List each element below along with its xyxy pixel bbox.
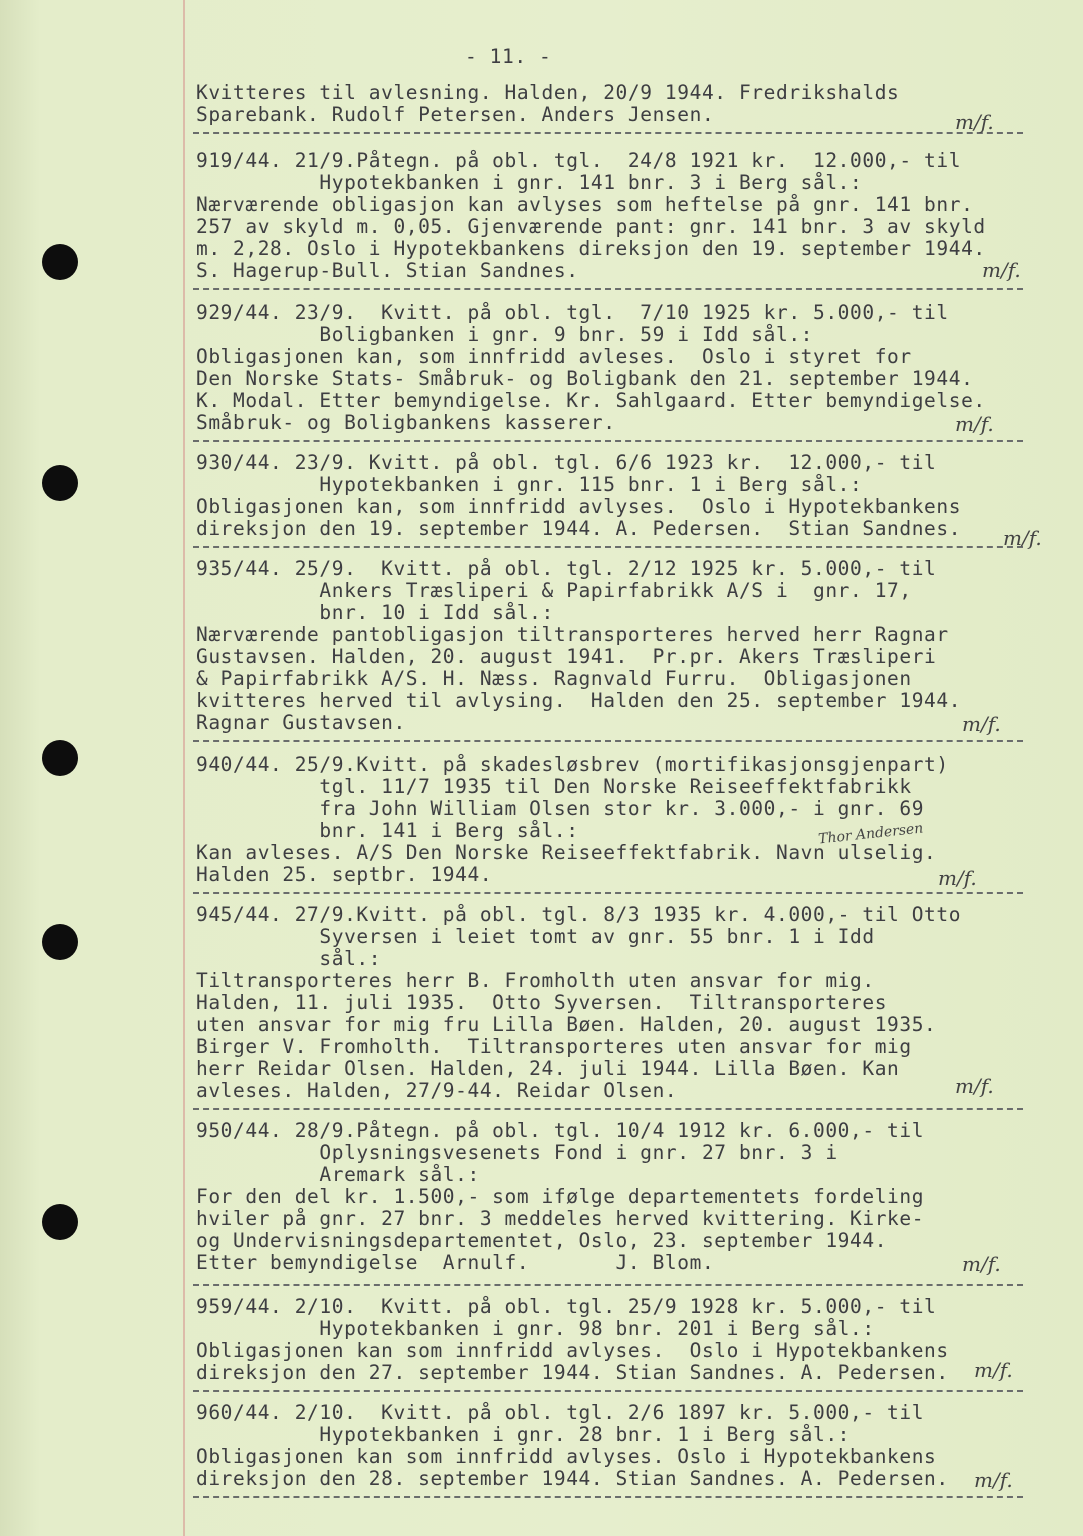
entry-line: sål.: <box>196 947 382 970</box>
red-margin-line <box>183 0 185 1536</box>
entry-line: herr Reidar Olsen. Halden, 24. juli 1944. Lilla Bøen. Kan <box>196 1057 900 1080</box>
entry-line: Gustavsen. Halden, 20. august 1941. Pr.pr. Akers Træsliperi <box>196 645 937 668</box>
entry-line: 950/44. 28/9.Påtegn. på obl. tgl. 10/4 1912 kr. 6.000,- til <box>196 1119 925 1142</box>
entry-line: Nærværende pantobligasjon tiltransporteres herved herr Ragnar <box>196 623 949 646</box>
header-line: Kvitteres til avlesning. Halden, 20/9 1944. Fredrikshalds <box>196 81 900 104</box>
punch-hole <box>42 244 78 280</box>
entry-line: 919/44. 21/9.Påtegn. på obl. tgl. 24/8 1921 kr. 12.000,- til <box>196 149 962 172</box>
entry-line: direksjon den 19. september 1944. A. Pedersen. Stian Sandnes. <box>196 517 962 540</box>
entry-line: Oplysningsvesenets Fond i gnr. 27 bnr. 3 i <box>196 1141 838 1164</box>
separator <box>193 740 1023 742</box>
entry-line: & Papirfabrikk A/S. H. Næss. Ragnvald Furru. Obligasjonen <box>196 667 912 690</box>
entry-line: tgl. 11/7 1935 til Den Norske Reiseeffektfabrikk <box>196 775 912 798</box>
handwritten-mark: m/f. <box>955 412 994 436</box>
handwritten-mark: m/f. <box>974 1468 1013 1492</box>
entry-line: Ragnar Gustavsen. <box>196 711 406 734</box>
punch-hole <box>42 465 78 501</box>
entry-line: 960/44. 2/10. Kvitt. på obl. tgl. 2/6 1897 kr. 5.000,- til <box>196 1401 925 1424</box>
entry-line: Kan avleses. A/S Den Norske Reiseeffektfabrik. Navn ulselig. <box>196 841 937 864</box>
entry-line: fra John William Olsen stor kr. 3.000,- i gnr. 69 <box>196 797 925 820</box>
entry-line: Etter bemyndigelse Arnulf. J. Blom. <box>196 1251 715 1274</box>
separator <box>193 1390 1023 1392</box>
entry-line: direksjon den 27. september 1944. Stian Sandnes. A. Pedersen. <box>196 1361 949 1384</box>
entry-line: Obligasjonen kan, som innfridd avleses. Oslo i styret for <box>196 345 912 368</box>
entry-line: For den del kr. 1.500,- som ifølge departementets fordeling <box>196 1185 925 1208</box>
separator <box>193 1496 1023 1498</box>
separator <box>193 1108 1023 1110</box>
handwritten-mark: m/f. <box>962 1252 1001 1276</box>
punch-hole <box>42 1204 78 1240</box>
entry-line: bnr. 141 i Berg sål.: <box>196 819 579 842</box>
entry-line: Halden 25. septbr. 1944. <box>196 863 493 886</box>
handwritten-mark: m/f. <box>1003 526 1042 550</box>
entry-line: Nærværende obligasjon kan avlyses som heftelse på gnr. 141 bnr. <box>196 193 974 216</box>
entry-line: Birger V. Fromholth. Tiltransporteres uten ansvar for mig <box>196 1035 912 1058</box>
handwritten-signature: Thor Andersen <box>817 820 925 848</box>
entry-line: Aremark sål.: <box>196 1163 480 1186</box>
entry-line: K. Modal. Etter bemyndigelse. Kr. Sahlgaard. Etter bemyndigelse. <box>196 389 986 412</box>
entry-line: direksjon den 28. september 1944. Stian Sandnes. A. Pedersen. <box>196 1467 949 1490</box>
entry-line: 257 av skyld m. 0,05. Gjenværende pant: gnr. 141 bnr. 3 av skyld <box>196 215 986 238</box>
page-number: - 11. - <box>465 45 552 68</box>
entry-line: hviler på gnr. 27 bnr. 3 meddeles herved kvittering. Kirke- <box>196 1207 925 1230</box>
entry-line: m. 2,28. Oslo i Hypotekbankens direksjon den 19. september 1944. <box>196 237 986 260</box>
handwritten-mark: m/f. <box>974 1358 1013 1382</box>
entry-line: 959/44. 2/10. Kvitt. på obl. tgl. 25/9 1928 kr. 5.000,- til <box>196 1295 937 1318</box>
entry-line: 940/44. 25/9.Kvitt. på skadesløsbrev (mortifikasjonsgjenpart) <box>196 753 949 776</box>
header-line: Sparebank. Rudolf Petersen. Anders Jensen. <box>196 103 715 126</box>
entry-line: uten ansvar for mig fru Lilla Bøen. Halden, 20. august 1935. <box>196 1013 937 1036</box>
separator <box>193 440 1023 442</box>
entry-line: Hypotekbanken i gnr. 141 bnr. 3 i Berg sål.: <box>196 171 863 194</box>
entry-line: Obligasjonen kan som innfridd avlyses. Oslo i Hypotekbankens <box>196 1445 937 1468</box>
handwritten-mark: m/f. <box>955 1074 994 1098</box>
entry-line: 929/44. 23/9. Kvitt. på obl. tgl. 7/10 1925 kr. 5.000,- til <box>196 301 949 324</box>
separator <box>193 288 1023 290</box>
entry-line: bnr. 10 i Idd sål.: <box>196 601 554 624</box>
separator <box>193 132 1023 134</box>
handwritten-mark: m/f. <box>955 110 994 134</box>
entry-line: 935/44. 25/9. Kvitt. på obl. tgl. 2/12 1925 kr. 5.000,- til <box>196 557 937 580</box>
handwritten-mark: m/f. <box>962 712 1001 736</box>
entry-line: Den Norske Stats- Småbruk- og Boligbank den 21. september 1944. <box>196 367 974 390</box>
entry-line: Obligasjonen kan som innfridd avlyses. Oslo i Hypotekbankens <box>196 1339 949 1362</box>
entry-line: 930/44. 23/9. Kvitt. på obl. tgl. 6/6 1923 kr. 12.000,- til <box>196 451 937 474</box>
entry-line: Hypotekbanken i gnr. 115 bnr. 1 i Berg sål.: <box>196 473 863 496</box>
separator <box>193 1284 1023 1286</box>
entry-line: kvitteres herved til avlysing. Halden den 25. september 1944. <box>196 689 962 712</box>
entry-line: Småbruk- og Boligbankens kasserer. <box>196 411 616 434</box>
entry-line: Obligasjonen kan, som innfridd avlyses. Oslo i Hypotekbankens <box>196 495 962 518</box>
entry-line: S. Hagerup-Bull. Stian Sandnes. <box>196 259 579 282</box>
entry-line: 945/44. 27/9.Kvitt. på obl. tgl. 8/3 1935 kr. 4.000,- til Otto <box>196 903 962 926</box>
separator <box>193 546 1023 548</box>
entry-line: Hypotekbanken i gnr. 98 bnr. 201 i Berg sål.: <box>196 1317 875 1340</box>
entry-line: Syversen i leiet tomt av gnr. 55 bnr. 1 i Idd <box>196 925 875 948</box>
handwritten-mark: m/f. <box>938 866 977 890</box>
punch-hole <box>42 740 78 776</box>
entry-line: og Undervisningsdepartementet, Oslo, 23. september 1944. <box>196 1229 888 1252</box>
entry-line: avleses. Halden, 27/9-44. Reidar Olsen. <box>196 1079 678 1102</box>
entry-line: Tiltransporteres herr B. Fromholth uten ansvar for mig. <box>196 969 875 992</box>
entry-line: Halden, 11. juli 1935. Otto Syversen. Tiltransporteres <box>196 991 888 1014</box>
punch-hole <box>42 924 78 960</box>
entry-line: Ankers Træsliperi & Papirfabrikk A/S i gnr. 17, <box>196 579 912 602</box>
entry-line: Hypotekbanken i gnr. 28 bnr. 1 i Berg sål.: <box>196 1423 851 1446</box>
handwritten-mark: m/f. <box>982 258 1021 282</box>
separator <box>193 892 1023 894</box>
entry-line: Boligbanken i gnr. 9 bnr. 59 i Idd sål.: <box>196 323 813 346</box>
